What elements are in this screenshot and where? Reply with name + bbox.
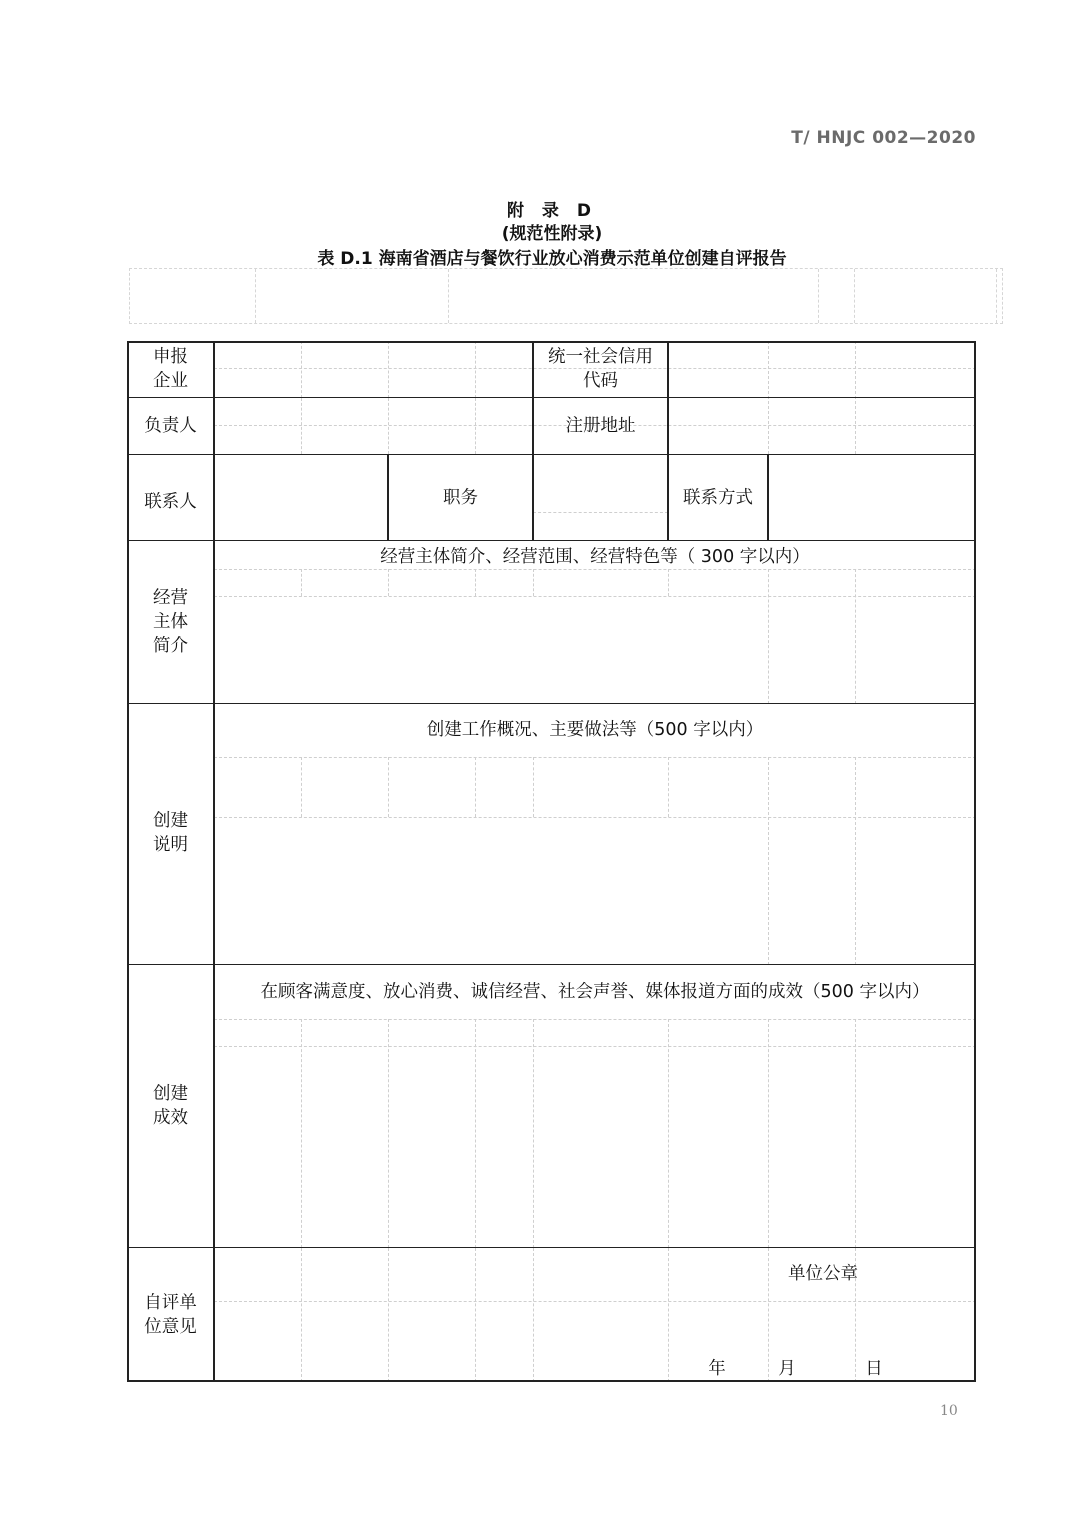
manager-label: 负责人: [144, 416, 197, 436]
table-title: 表 D.1 海南省酒店与餐饮行业放心消费示范单位创建自评报告: [317, 249, 787, 269]
contact-label: 联系人: [144, 492, 197, 512]
address-field[interactable]: [669, 399, 973, 453]
results-field[interactable]: [215, 1021, 973, 1245]
standard-code: T/ HNJC 002—2020: [791, 128, 976, 148]
credit-code-label: 统一社会信用 代码: [548, 347, 653, 391]
results-hint: 在顾客满意度、放心消费、诚信经营、社会声誉、媒体报道方面的成效（500 字以内）: [260, 982, 930, 1002]
opinion-label: 自评单 位意见: [144, 1293, 197, 1337]
month-label: 月: [778, 1359, 796, 1379]
contact-method-field[interactable]: [769, 456, 973, 539]
year-label: 年: [708, 1359, 726, 1379]
creation-field[interactable]: [215, 759, 973, 962]
position-field[interactable]: [534, 456, 666, 539]
applicant-field[interactable]: [215, 343, 531, 395]
address-label: 注册地址: [565, 416, 636, 436]
day-label: 日: [865, 1359, 883, 1379]
contact-method-label: 联系方式: [683, 488, 753, 508]
intro-hint: 经营主体简介、经营范围、经营特色等（ 300 字以内）: [380, 547, 810, 567]
applicant-label: 申报 企业: [153, 347, 188, 391]
credit-code-field[interactable]: [669, 343, 973, 395]
appendix-subtitle: (规范性附录): [501, 224, 603, 244]
self-evaluation-form: [127, 341, 976, 1382]
intro-field[interactable]: [215, 597, 973, 701]
contact-field[interactable]: [215, 456, 386, 539]
seal-label: 单位公章: [788, 1264, 858, 1284]
appendix-title: 附 录 D: [507, 201, 597, 221]
creation-label: 创建 说明: [153, 811, 188, 855]
page-number: 10: [940, 1403, 958, 1419]
results-label: 创建 成效: [153, 1084, 188, 1128]
position-label: 职务: [443, 488, 478, 508]
creation-hint: 创建工作概况、主要做法等（500 字以内）: [426, 720, 764, 740]
intro-label: 经营 主体 简介: [153, 588, 188, 656]
manager-field[interactable]: [215, 399, 531, 453]
ghost-grid-box: [129, 268, 1003, 324]
